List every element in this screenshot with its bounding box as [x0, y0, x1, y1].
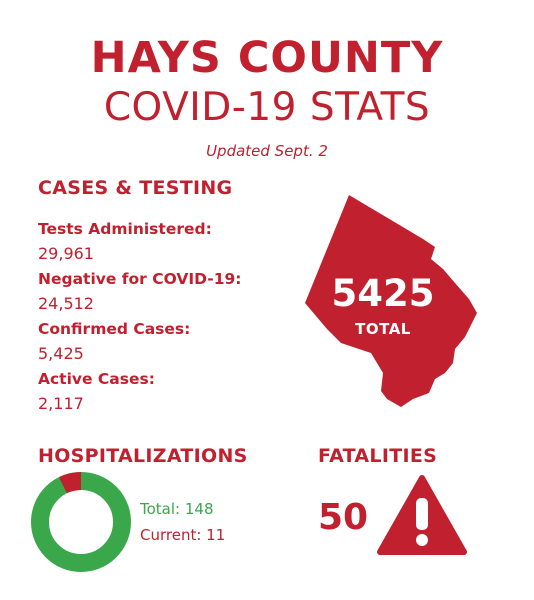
stat-value-confirmed: 5,425 [38, 344, 84, 363]
total-cases-label: TOTAL [355, 320, 411, 338]
page-title-line2: COVID-19 STATS [103, 85, 431, 130]
stat-label-negative: Negative for COVID-19: [38, 270, 242, 288]
stat-value-active: 2,117 [38, 394, 84, 413]
hospitalizations-donut-chart [30, 471, 132, 573]
hospitalizations-total: Total: 148 [140, 500, 214, 518]
hospitalizations-heading: HOSPITALIZATIONS [38, 445, 248, 467]
updated-date: Updated Sept. 2 [206, 142, 328, 160]
stat-value-negative: 24,512 [38, 294, 94, 313]
stat-label-confirmed: Confirmed Cases: [38, 320, 191, 338]
cases-testing-heading: CASES & TESTING [38, 177, 233, 199]
fatalities-heading: FATALITIES [318, 445, 438, 467]
page-title-line1: HAYS COUNTY [90, 33, 444, 83]
stat-value-tests: 29,961 [38, 244, 94, 263]
warning-triangle-icon [376, 474, 468, 556]
total-cases-number: 5425 [331, 272, 435, 315]
donut-total-ring [40, 481, 122, 563]
stat-label-active: Active Cases: [38, 370, 155, 388]
fatalities-count: 50 [318, 497, 369, 538]
stats-list [38, 217, 241, 417]
stat-label-tests: Tests Administered: [38, 220, 212, 238]
hospitalizations-current: Current: 11 [140, 526, 226, 544]
